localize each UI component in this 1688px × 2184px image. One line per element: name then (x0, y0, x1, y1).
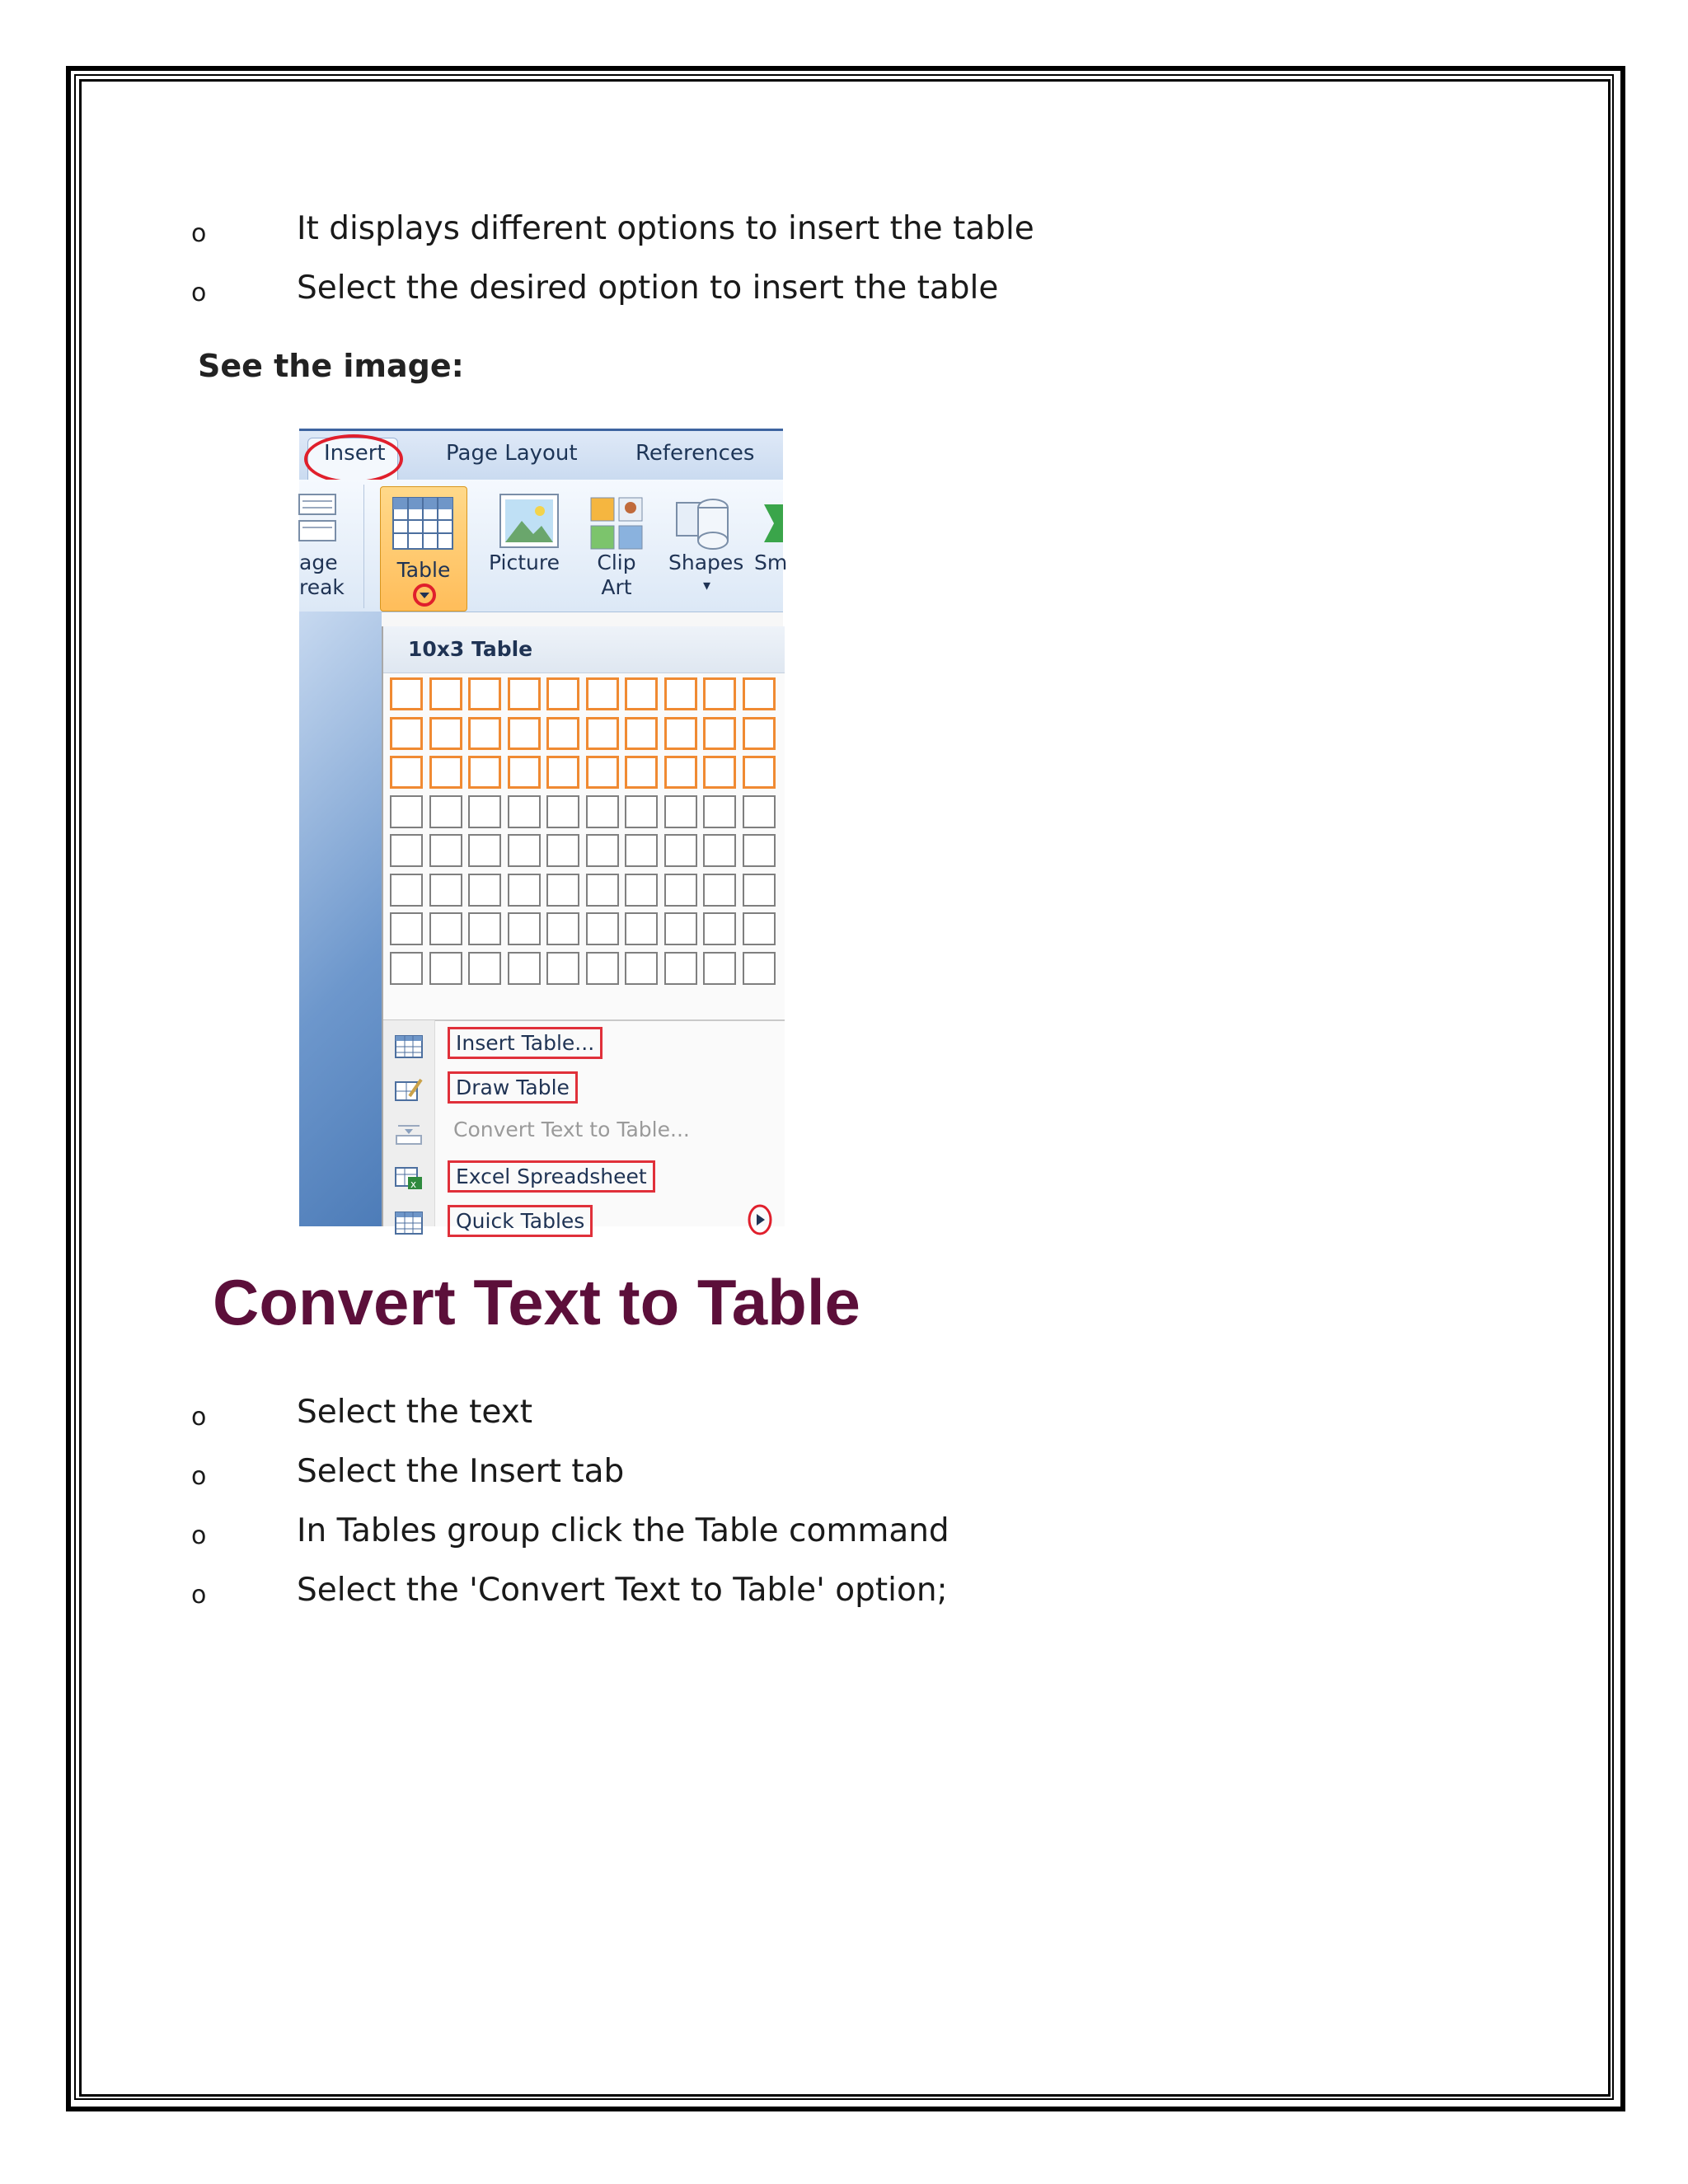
table-size-label: 10x3 Table (408, 637, 533, 661)
draw-table-icon (395, 1078, 423, 1101)
grid-cell[interactable] (703, 952, 736, 985)
tab-page-layout[interactable]: Page Layout (446, 441, 578, 466)
tab-references[interactable]: References (635, 441, 755, 466)
grid-cell[interactable] (743, 874, 776, 907)
list-item-text: In Tables group click the Table command (297, 1512, 950, 1549)
grid-cell[interactable] (468, 834, 501, 867)
grid-cell[interactable] (468, 795, 501, 828)
insert-highlight-oval (304, 434, 403, 484)
grid-cell[interactable] (664, 717, 697, 750)
shapes-dropdown-arrow-icon: ▾ (703, 577, 711, 594)
grid-cell[interactable] (429, 952, 462, 985)
grid-cell[interactable] (390, 756, 423, 789)
grid-cell[interactable] (586, 677, 619, 710)
dropdown-header (383, 626, 785, 673)
grid-cell[interactable] (664, 834, 697, 867)
draw-table-menu-item[interactable]: Draw Table (448, 1071, 578, 1104)
grid-cell[interactable] (664, 795, 697, 828)
grid-cell[interactable] (429, 834, 462, 867)
grid-cell[interactable] (625, 952, 658, 985)
grid-cell[interactable] (468, 952, 501, 985)
list-item (191, 1508, 950, 1568)
grid-cell[interactable] (664, 912, 697, 945)
picture-icon (499, 493, 561, 551)
excel-spreadsheet-menu-item[interactable]: Excel Spreadsheet (448, 1160, 655, 1193)
grid-cell[interactable] (703, 795, 736, 828)
list-item (191, 1449, 950, 1508)
grid-cell[interactable] (625, 874, 658, 907)
grid-cell[interactable] (743, 834, 776, 867)
page-break-icon (299, 493, 340, 544)
grid-cell[interactable] (703, 874, 736, 907)
convert-text-to-table-menu-item[interactable]: Convert Text to Table... (453, 1118, 690, 1141)
grid-cell[interactable] (586, 795, 619, 828)
grid-cell[interactable] (546, 952, 579, 985)
submenu-arrow-icon[interactable] (746, 1203, 774, 1236)
list-item (191, 206, 1034, 265)
list-item-text: Select the 'Convert Text to Table' option; (297, 1572, 948, 1609)
grid-cell[interactable] (508, 677, 541, 710)
grid-cell[interactable] (586, 912, 619, 945)
table-button-label: Table (396, 558, 451, 582)
bullet-marker: o (191, 1403, 207, 1432)
bullet-list-top (191, 206, 1034, 325)
table-dropdown-menu (382, 626, 785, 1233)
grid-cell[interactable] (468, 756, 501, 789)
grid-cell[interactable] (743, 912, 776, 945)
grid-cell[interactable] (703, 912, 736, 945)
grid-cell[interactable] (664, 756, 697, 789)
dropdown-arrow-circled-icon (412, 583, 437, 607)
section-heading: Convert Text to Table (213, 1266, 860, 1338)
grid-cell[interactable] (664, 677, 697, 710)
grid-cell[interactable] (743, 795, 776, 828)
list-item (191, 1390, 950, 1449)
grid-cell[interactable] (664, 874, 697, 907)
grid-cell[interactable] (625, 756, 658, 789)
grid-cell[interactable] (429, 756, 462, 789)
grid-cell[interactable] (468, 912, 501, 945)
word-table-screenshot (299, 429, 788, 1233)
insert-table-icon (395, 1035, 423, 1058)
grid-cell[interactable] (625, 795, 658, 828)
group-divider (363, 485, 364, 608)
grid-cell[interactable] (586, 834, 619, 867)
grid-cell[interactable] (586, 717, 619, 750)
grid-cell[interactable] (546, 677, 579, 710)
grid-cell[interactable] (390, 912, 423, 945)
convert-text-icon (395, 1122, 423, 1146)
grid-cell[interactable] (743, 952, 776, 985)
excel-spreadsheet-icon (395, 1167, 423, 1190)
tab-insert[interactable]: Insert (324, 441, 386, 466)
grid-cell[interactable] (390, 874, 423, 907)
quick-tables-icon (395, 1212, 423, 1235)
grid-cell[interactable] (546, 795, 579, 828)
smartart-button[interactable]: Sm (754, 551, 788, 574)
grid-cell[interactable] (625, 834, 658, 867)
bullet-marker: o (191, 1581, 207, 1610)
ribbon-tab-bar (299, 429, 783, 483)
menu-divider (383, 1019, 785, 1021)
bullet-list-bottom (191, 1390, 950, 1627)
grid-cell[interactable] (508, 795, 541, 828)
grid-cell[interactable] (468, 874, 501, 907)
list-item (191, 265, 1034, 325)
grid-cell[interactable] (508, 874, 541, 907)
grid-cell[interactable] (743, 677, 776, 710)
shapes-button[interactable]: Shapes (668, 551, 744, 574)
grid-cell[interactable] (390, 952, 423, 985)
grid-cell[interactable] (546, 756, 579, 789)
grid-cell[interactable] (429, 874, 462, 907)
document-background (299, 612, 382, 1226)
grid-cell[interactable] (546, 874, 579, 907)
bullet-marker: o (191, 279, 207, 307)
grid-cell[interactable] (508, 834, 541, 867)
grid-cell[interactable] (546, 717, 579, 750)
grid-cell[interactable] (508, 717, 541, 750)
grid-cell[interactable] (390, 795, 423, 828)
grid-cell[interactable] (586, 952, 619, 985)
grid-cell[interactable] (390, 677, 423, 710)
bullet-marker: o (191, 1462, 207, 1491)
grid-cell[interactable] (508, 952, 541, 985)
grid-cell[interactable] (586, 756, 619, 789)
grid-cell[interactable] (586, 874, 619, 907)
grid-cell[interactable] (703, 756, 736, 789)
grid-cell[interactable] (625, 912, 658, 945)
clip-art-button[interactable]: Clip Art (597, 551, 636, 599)
grid-cell[interactable] (429, 677, 462, 710)
picture-button[interactable]: Picture (489, 551, 560, 574)
list-item (191, 1568, 950, 1627)
bullet-marker: o (191, 1521, 207, 1550)
table-icon (392, 497, 455, 551)
grid-cell[interactable] (508, 912, 541, 945)
grid-cell[interactable] (664, 952, 697, 985)
grid-cell[interactable] (625, 717, 658, 750)
shapes-icon (673, 494, 739, 552)
grid-cell[interactable] (546, 834, 579, 867)
see-image-label: See the image: (198, 348, 464, 384)
clip-art-icon (589, 496, 644, 551)
grid-cell[interactable] (390, 717, 423, 750)
insert-table-menu-item[interactable]: Insert Table... (448, 1027, 603, 1059)
grid-cell[interactable] (703, 834, 736, 867)
grid-cell[interactable] (703, 677, 736, 710)
grid-cell[interactable] (468, 717, 501, 750)
svg-text:x: x (410, 1179, 417, 1190)
list-item-text: Select the Insert tab (297, 1453, 625, 1490)
list-item-text: It displays different options to insert the table (297, 210, 1034, 247)
page-break-button[interactable]: age reak (299, 551, 345, 599)
grid-cell[interactable] (703, 717, 736, 750)
list-item-text: Select the desired option to insert the table (297, 269, 999, 307)
grid-cell[interactable] (743, 717, 776, 750)
grid-cell[interactable] (508, 756, 541, 789)
smartart-icon (762, 503, 783, 544)
grid-cell[interactable] (546, 912, 579, 945)
table-button[interactable] (380, 486, 467, 612)
grid-cell[interactable] (429, 912, 462, 945)
list-item-text: Select the text (297, 1394, 533, 1431)
grid-cell[interactable] (743, 756, 776, 789)
grid-cell[interactable] (429, 717, 462, 750)
grid-cell[interactable] (625, 677, 658, 710)
grid-cell[interactable] (429, 795, 462, 828)
grid-cell[interactable] (390, 834, 423, 867)
quick-tables-menu-item[interactable]: Quick Tables (448, 1205, 593, 1237)
grid-cell[interactable] (468, 677, 501, 710)
bullet-marker: o (191, 219, 207, 248)
